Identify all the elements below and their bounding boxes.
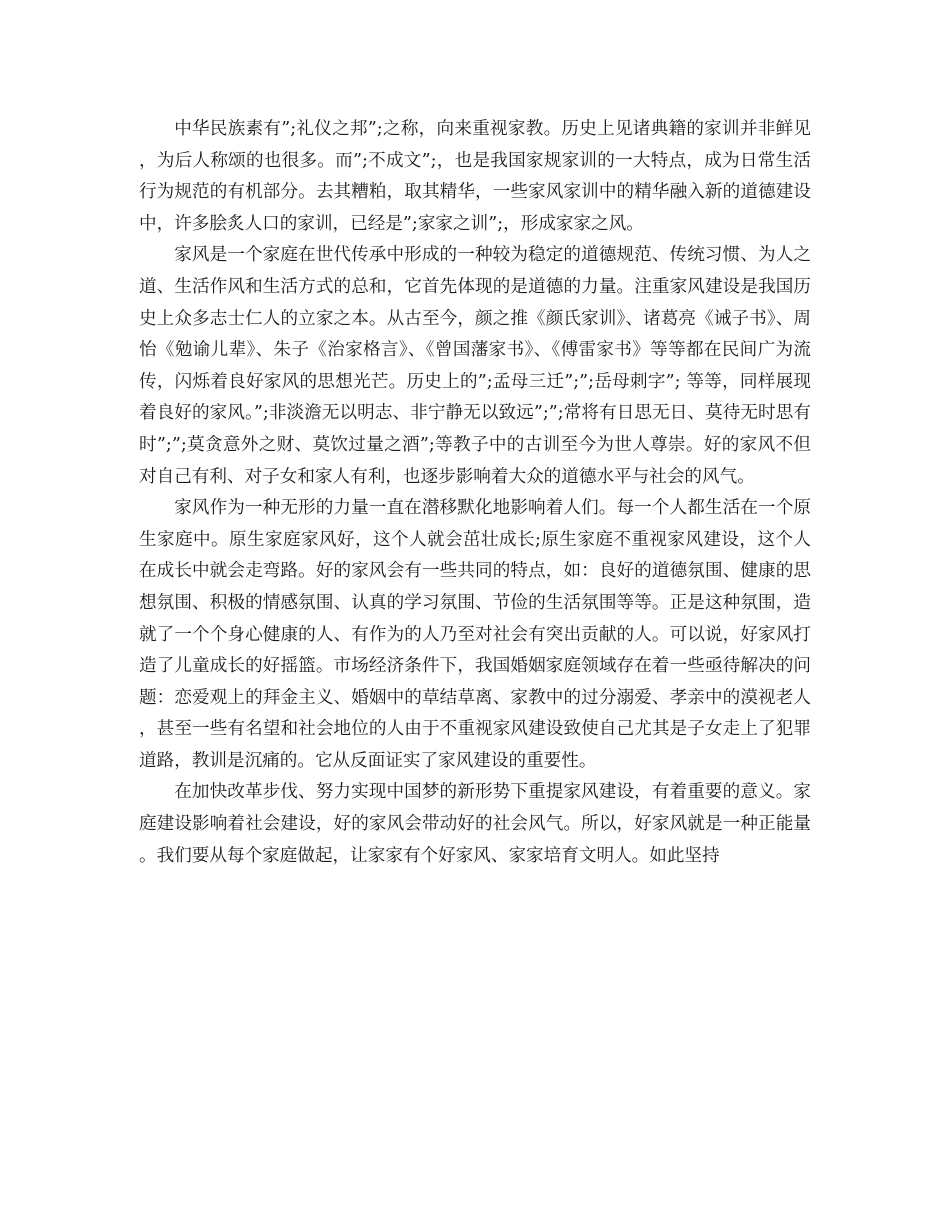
body-text — [139, 114, 811, 872]
paragraph-2: 家风是一个家庭在世代传承中形成的一种较为稳定的道德规范、传统习惯、为人之道、生活作风和生活方式的总和，它首先体现的是道德的力量。注重家风建设是我国历史上众多志士仁人的立家之本。从古至今，颜之推《颜氏家训》、诸葛亮《诫子书》、周怡《勉谕儿辈》、朱子《治家格言》、《曾国藩家书》、《傅雷家书》等等都在民间广为流传，闪烁着良好家风的思想光芒。历史上的”;孟母三迁”;”;岳母刺字”; 等等，同样展现着良好的家风。”;非淡澹无以明志、非宁静无以致远”;”;常将有日思无日、莫待无时思有时”;”;莫贪意外之财、莫饮过量之酒”;等教子中的古训至今为世人尊崇。好的家风不但对自己有利、对子女和家人有利，也逐步影响着大众的道德水平与社会的风气。 — [139, 245, 811, 487]
paragraph-4: 在加快改革步伐、努力实现中国梦的新形势下重提家风建设，有着重要的意义。家庭建设影响着社会建设，好的家风会带动好的社会风气。所以，好家风就是一种正能量。我们要从每个家庭做起，让家家有个好家风、家家培育文明人。如此坚持 — [139, 782, 811, 866]
paragraph-3: 家风作为一种无形的力量一直在潜移默化地影响着人们。每一个人都生活在一个原生家庭中。原生家庭家风好，这个人就会茁壮成长;原生家庭不重视家风建设，这个人在成长中就会走弯路。好的家风会有一些共同的特点，如：良好的道德氛围、健康的思想氛围、积极的情感氛围、认真的学习氛围、节俭的生活氛围等等。正是这种氛围，造就了一个个身心健康的人、有作为的人乃至对社会有突出贡献的人。可以说，好家风打造了儿童成长的好摇篮。市场经济条件下，我国婚姻家庭领域存在着一些亟待解决的问题：恋爱观上的拜金主义、婚姻中的草结草离、家教中的过分溺爱、孝亲中的漠视老人，甚至一些有名望和社会地位的人由于不重视家风建设致使自己尤其是子女走上了犯罪道路，教训是沉痛的。它从反面证实了家风建设的重要性。 — [139, 498, 811, 771]
paragraph-1: 中华民族素有”;礼仪之邦”;之称，向来重视家教。历史上见诸典籍的家训并非鲜见，为后人称颂的也很多。而”;不成文”;，也是我国家规家训的一大特点，成为日常生活行为规范的有机部分。去其糟粕，取其精华，一些家风家训中的精华融入新的道德建设中，许多脍炙人口的家训，已经是”;家家之训”;，形成家家之风。 — [139, 119, 811, 234]
